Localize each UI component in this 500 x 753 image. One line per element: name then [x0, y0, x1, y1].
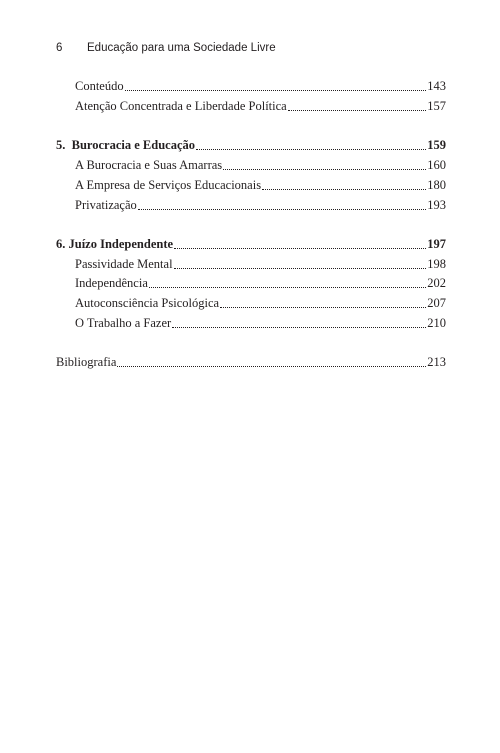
dot-leader: [149, 275, 426, 291]
toc-entry-label: A Burocracia e Suas Amarras: [75, 158, 223, 172]
toc-entry-page: 193: [427, 198, 446, 212]
toc-entry-page: 160: [427, 158, 446, 172]
toc-entry-label: Bibliografia: [56, 355, 117, 369]
dot-leader: [262, 177, 426, 193]
toc-chapter[interactable]: [56, 137, 446, 153]
toc-entry[interactable]: [75, 157, 446, 173]
toc-entry-page: 157: [427, 99, 446, 113]
book-title: Educação para uma Sociedade Livre: [87, 42, 276, 54]
dot-leader: [125, 78, 427, 94]
dot-leader: [117, 354, 426, 370]
toc-entry[interactable]: [75, 197, 446, 213]
toc-entry-label: Privatização: [75, 198, 137, 212]
dot-leader: [172, 315, 426, 331]
toc-entry-label: Autoconsciência Psicológica: [75, 296, 220, 310]
toc-entry-label: Passividade Mental: [75, 257, 173, 271]
toc-entry-page: 180: [427, 178, 446, 192]
toc-entry-label: O Trabalho a Fazer: [75, 316, 172, 330]
dot-leader: [220, 295, 426, 311]
toc-entry[interactable]: [75, 256, 446, 272]
dot-leader: [174, 236, 426, 252]
toc-entry-bibliography[interactable]: [56, 354, 446, 370]
toc-entry-page: 207: [427, 296, 446, 310]
toc-entry[interactable]: [75, 315, 446, 331]
toc-chapter-label: 5. Burocracia e Educação: [56, 138, 195, 152]
toc-entry[interactable]: [75, 177, 446, 193]
dot-leader: [288, 98, 427, 114]
dot-leader: [196, 137, 426, 153]
toc-entry[interactable]: [75, 275, 446, 291]
toc-entry[interactable]: [75, 98, 446, 114]
toc-entry-page: 213: [427, 355, 446, 369]
toc-entry-page: 202: [427, 276, 446, 290]
page-number: 6: [56, 42, 63, 54]
dot-leader: [223, 157, 426, 173]
running-head: [56, 40, 276, 56]
toc-entry-page: 210: [427, 316, 446, 330]
toc-entry[interactable]: [75, 295, 446, 311]
toc-entry-label: Conteúdo: [75, 79, 124, 93]
toc-chapter[interactable]: [56, 236, 446, 252]
toc-entry-label: Independência: [75, 276, 148, 290]
toc-entry-page: 143: [427, 79, 446, 93]
toc-chapter-label: 6. Juízo Independente: [56, 237, 174, 251]
toc-chapter-page: 197: [427, 237, 446, 251]
toc-entry[interactable]: [75, 78, 446, 94]
toc-chapter-page: 159: [427, 138, 446, 152]
toc-entry-page: 198: [427, 257, 446, 271]
dot-leader: [174, 256, 427, 272]
dot-leader: [138, 197, 426, 213]
toc-entry-label: A Empresa de Serviços Educacionais: [75, 178, 262, 192]
toc-entry-label: Atenção Concentrada e Liberdade Política: [75, 99, 287, 113]
